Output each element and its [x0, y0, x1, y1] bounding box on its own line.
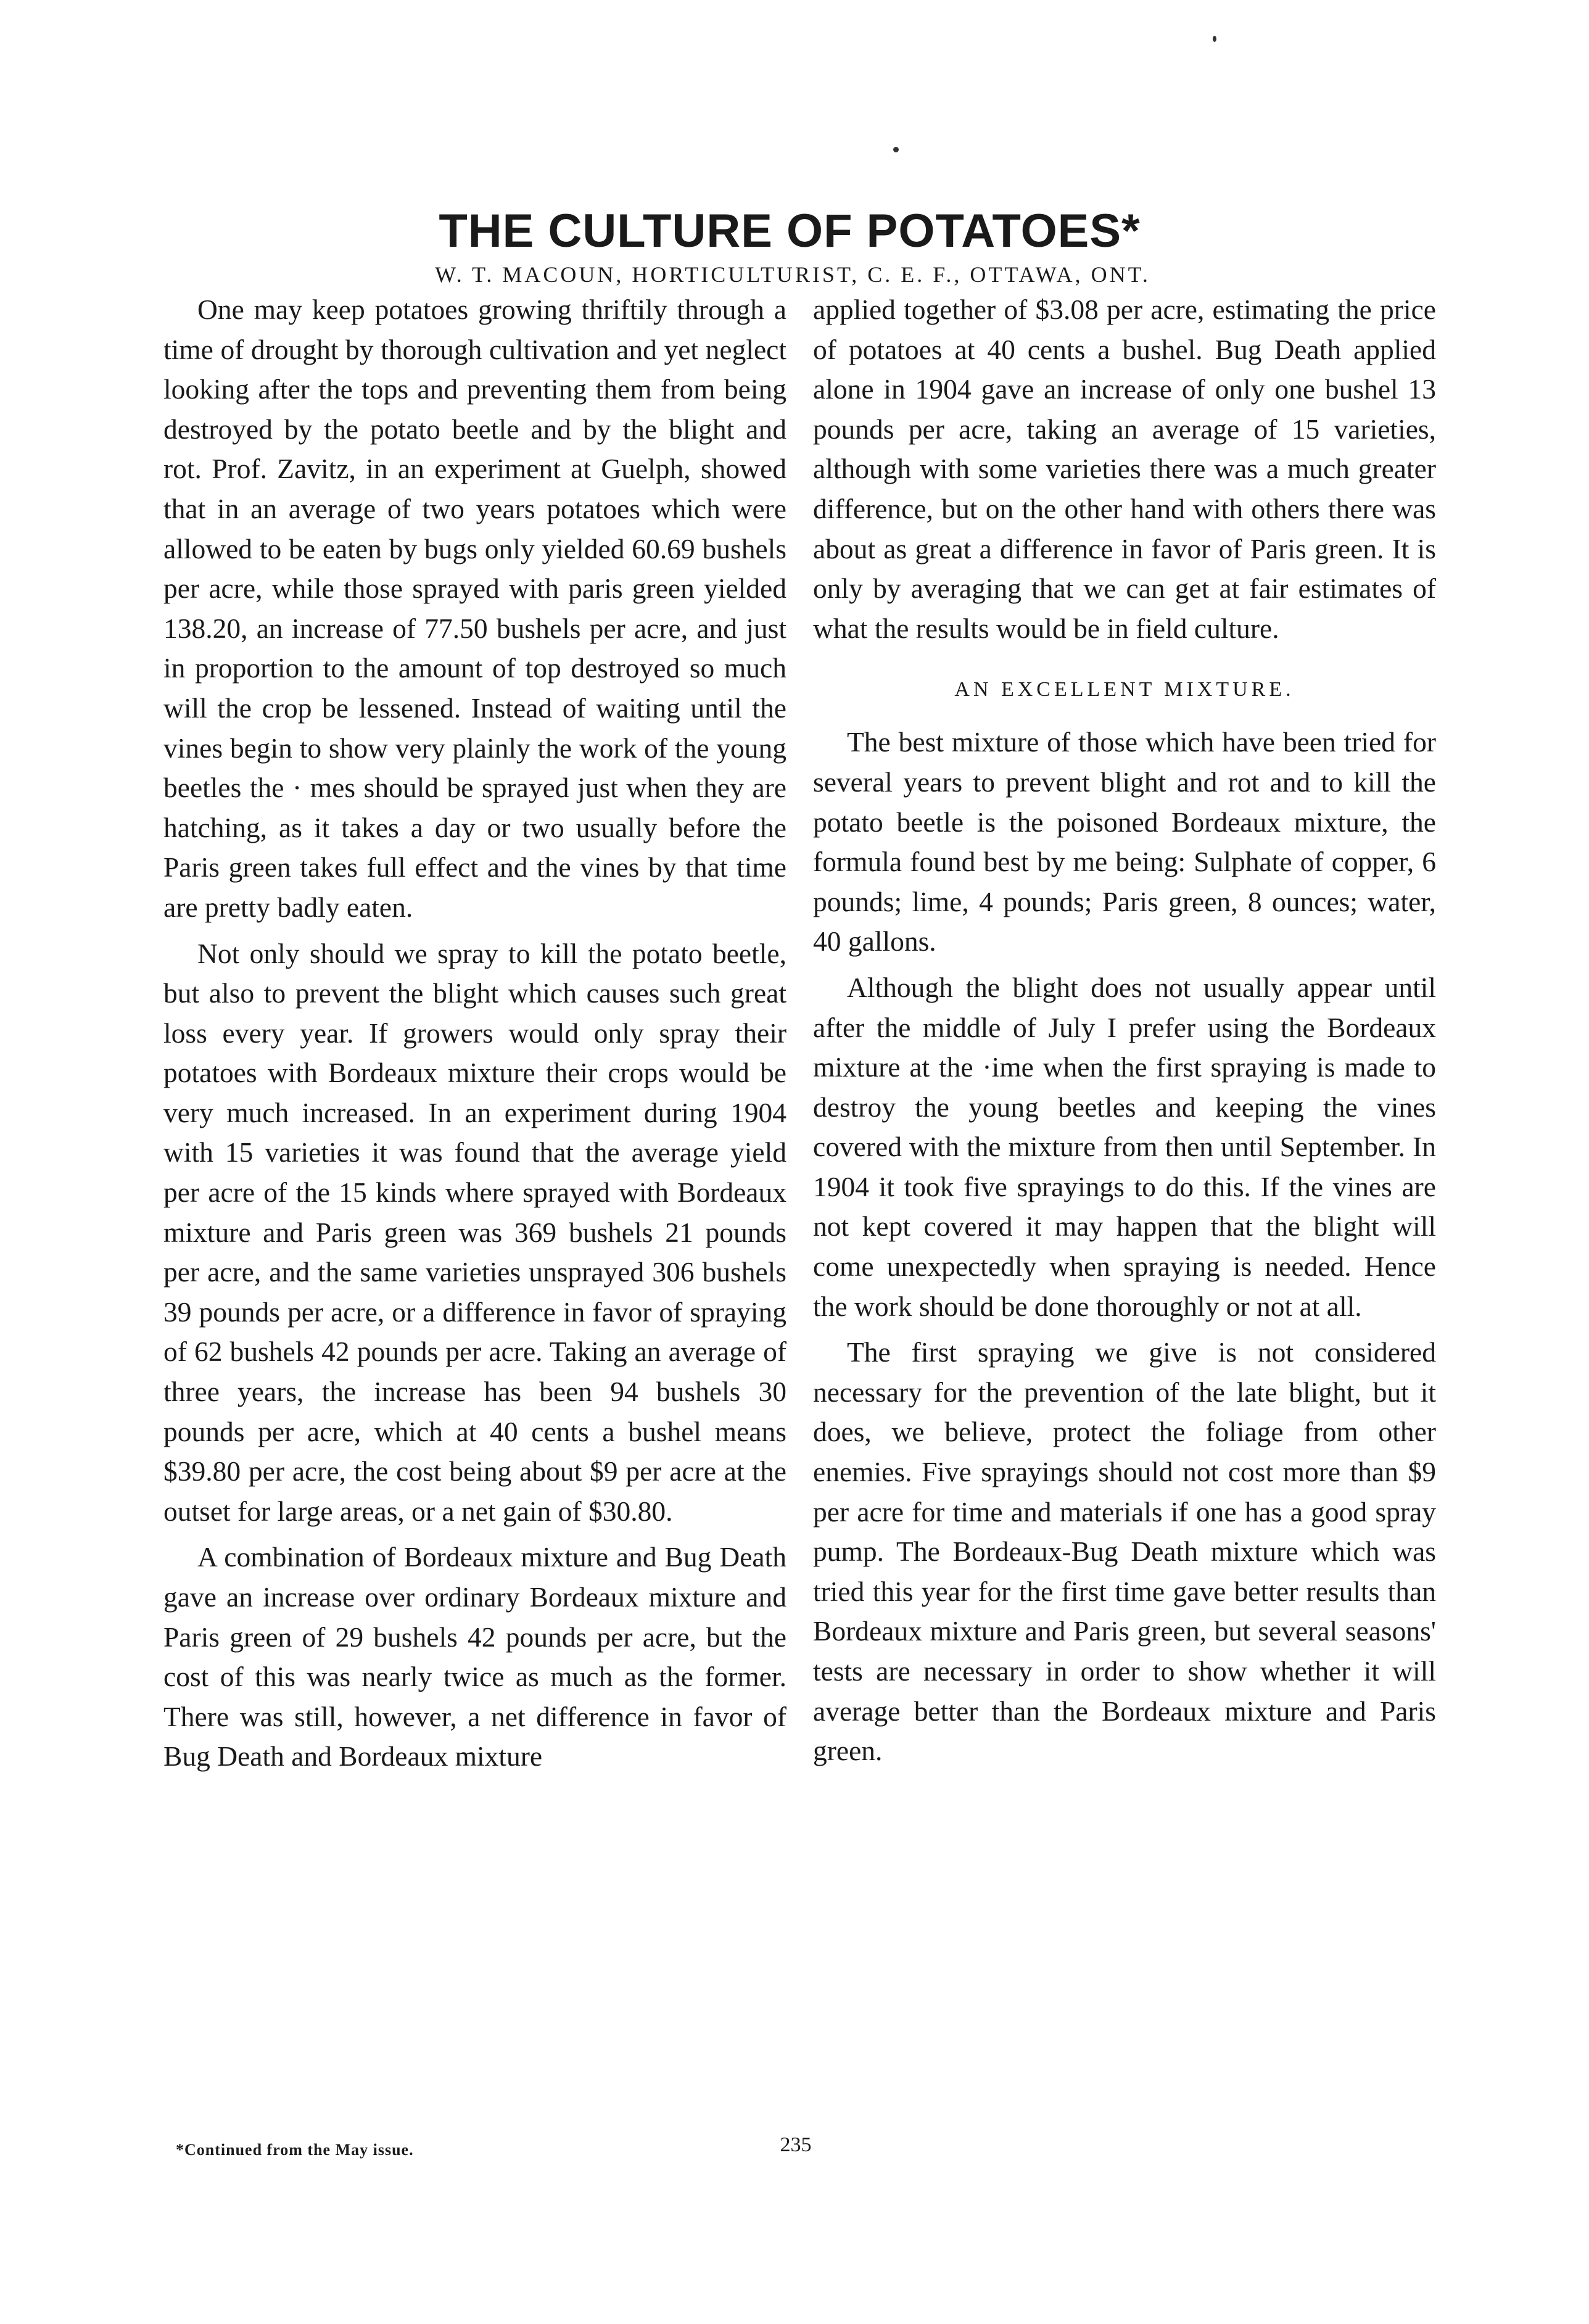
- article-title: THE CULTURE OF POTATOES*: [439, 205, 1141, 257]
- paragraph: One may keep potatoes growing thriftily through a time of drought by thorough cultivation and yet neglect looking after the tops and preventing them from being destroyed by the potato beetle and by the blight and rot. Prof. Zavitz, in an experiment at Guelph, showed that in an average of two years potatoes which were allowed to be eaten by bugs only yielded 60.69 bushels per acre, while those sprayed with paris green yielded 138.20, an increase of 77.50 bushels per acre, and just in proportion to the amount of top destroyed so much will the crop be lessened. Instead of waiting until the vines begin to show very plainly the work of the young beetles the · mes should be sprayed just when they are hatching, as it takes a day or two usually before the Paris green takes full effect and the vines by that time are pretty badly eaten.: [163, 294, 786, 923]
- article-byline: W. T. MACOUN, HORTICULTURIST, C. E. F., OTTAWA, ONT.: [435, 262, 1150, 287]
- paragraph: The best mixture of those which have been tried for several years to prevent blight and rot and to kill the potato beetle is the poisoned Bordeaux mixture, the formula found best by me being: Sulphate of copper, 6 pounds; lime, 4 pounds; Paris green, 8 ounces; water, 40 gallons.: [813, 726, 1436, 957]
- paragraph: A combination of Bordeaux mixture and Bug Death gave an increase over ordinary Bordeaux mixture and Paris green of 29 bushels 42 pounds per acre, but the cost of this was nearly twice as much as the former. There was still, however, a net difference in favor of Bug Death and Bordeaux mixture: [163, 1541, 786, 1772]
- print-speck: [893, 147, 899, 152]
- left-column: [163, 290, 786, 1777]
- right-column: [813, 290, 1436, 1771]
- section-subheading: AN EXCELLENT MIXTURE.: [954, 678, 1295, 701]
- paragraph: Not only should we spray to kill the potato beetle, but also to prevent the blight which causes such great loss every year. If growers would only spray their potatoes with Bordeaux mixture their crops would be very much increased. In an experiment during 1904 with 15 varieties it was found that the average yield per acre of the 15 kinds where sprayed with Bordeaux mixture and Paris green was 369 bushels 21 pounds per acre, and the same varieties unsprayed 306 bushels 39 pounds per acre, or a difference in favor of spraying of 62 bushels 42 pounds per acre. Taking an average of three years, the increase has been 94 bushels 30 pounds per acre, which at 40 cents a bushel means $39.80 per acre, the cost being about $9 per acre at the outset for large areas, or a net gain of $30.80.: [163, 937, 786, 1527]
- footnote: *Continued from the May issue.: [176, 2141, 414, 2159]
- paragraph: Although the blight does not usually appear until after the middle of July I prefer using the Bordeaux mixture at the ·ime when the first spraying is made to destroy the young beetles and keeping the vines covered with the mixture from then until September. In 1904 it took five sprayings to do this. If the vines are not kept covered it may happen that the blight will come unexpectedly when spraying is needed. Hence the work should be done thoroughly or not at all.: [813, 971, 1436, 1322]
- paragraph: applied together of $3.08 per acre, estimating the price of potatoes at 40 cents a bushel. Bug Death applied alone in 1904 gave an increase of only one bushel 13 pounds per acre, taking an average of 15 varieties, although with some varieties there was a much greater difference, but on the other hand with others there was about as great a difference in favor of Paris green. It is only by averaging that we can get at fair estimates of what the results would be in field culture.: [813, 294, 1436, 644]
- paragraph: The first spraying we give is not considered necessary for the prevention of the late blight, but it does, we believe, protect the foliage from other enemies. Five sprayings should not cost more than $9 per acre for time and materials if one has a good spray pump. The Bordeaux-Bug Death mixture which was tried this year for the first time gave better results than Bordeaux mixture and Paris green, but several seasons' tests are necessary in order to show whether it will average better than the Bordeaux mixture and Paris green.: [813, 1336, 1436, 1767]
- print-speck: [1213, 36, 1216, 42]
- page-number: 235: [780, 2133, 812, 2156]
